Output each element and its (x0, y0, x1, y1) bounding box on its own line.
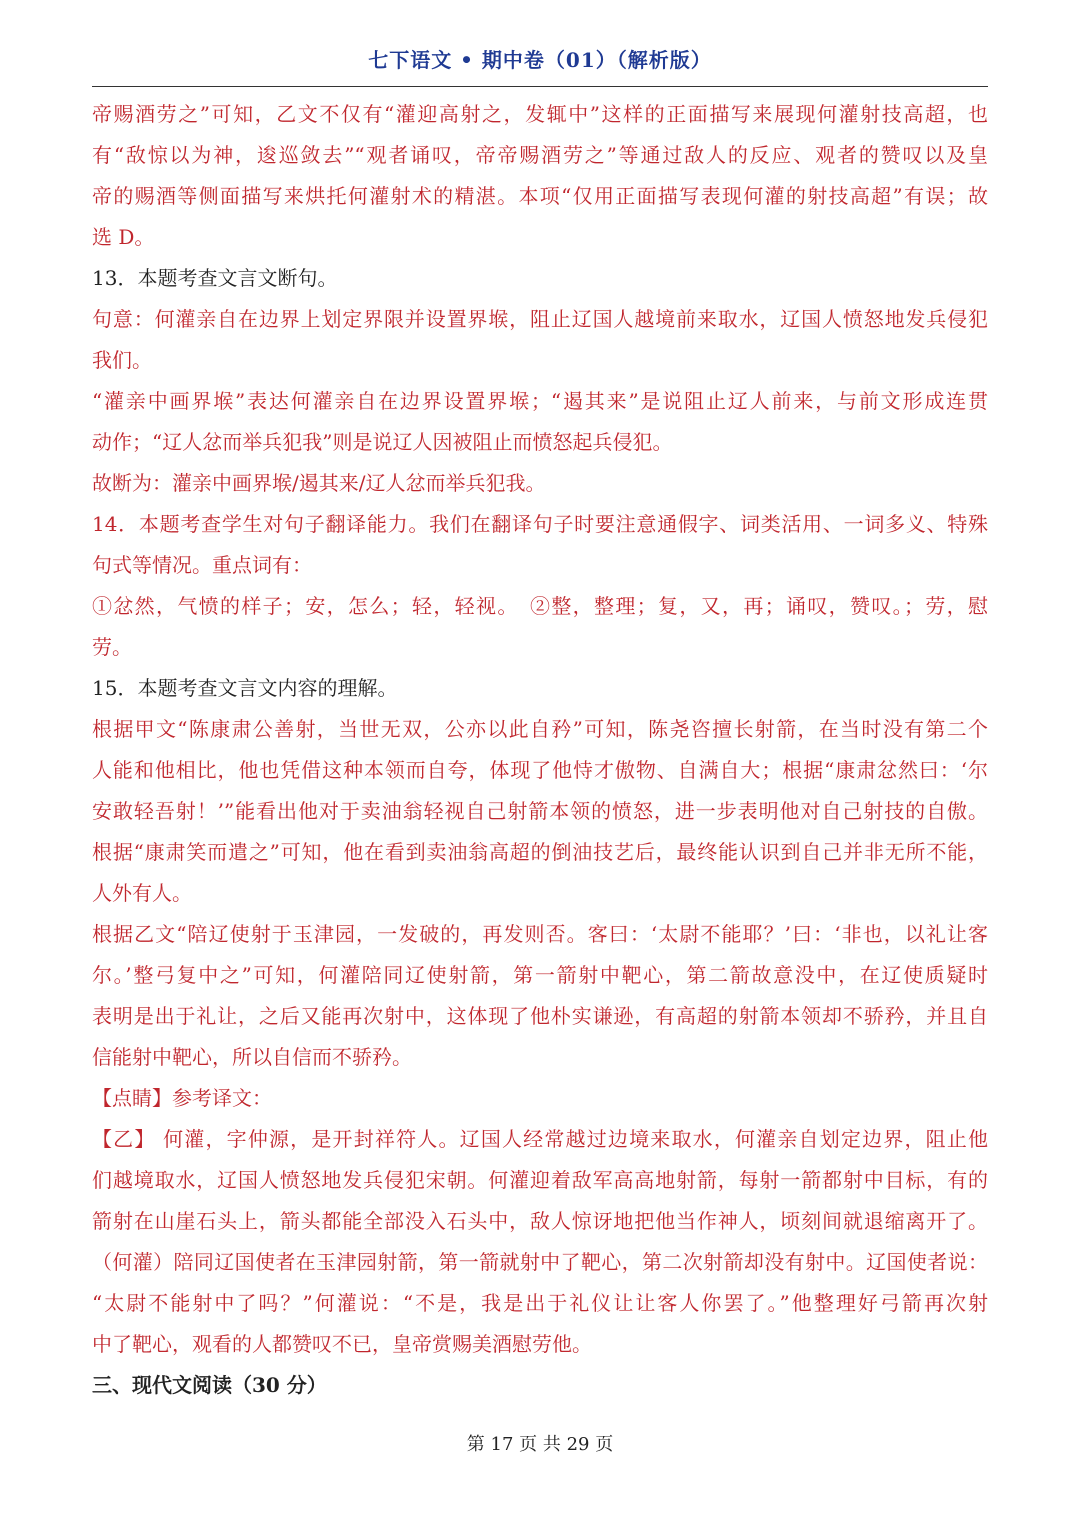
question-heading-15: 15．本题考查文言文内容的理解。 (92, 676, 398, 700)
text-line: 句意：何灌亲自在边界上划定界限并设置界堠，阻止辽国人越境前来取水，辽国人愤怒地发兵侵犯 (92, 307, 988, 331)
text-line: 中了靶心，观看的人都赞叹不已，皇帝赏赐美酒慰劳他。 (92, 1332, 592, 1356)
text-line: 【乙】 何灌，字仲源，是开封祥符人。辽国人经常越过边境来取水，何灌亲自划定边界，阻止他 (92, 1127, 988, 1151)
text-line: 安敢轻吾射！’”能看出他对于卖油翁轻视自己射箭本领的愤怒，进一步表明他对自己射技的自傲。 (92, 799, 988, 823)
text-line: 根据甲文“陈康肃公善射，当世无双，公亦以此自矜”可知，陈尧咨擅长射箭，在当时没有第二个 (92, 717, 988, 741)
dianjing-heading: 【点睛】参考译文： (92, 1086, 272, 1110)
text-line: 尔。’整弓复中之”可知，何灌陪同辽使射箭，第一箭射中靶心，第二箭故意没中，在辽使质疑时 (92, 963, 988, 987)
answer-analysis-body (92, 94, 988, 1406)
text-line: （何灌）陪同辽国使者在玉津园射箭，第一箭就射中了靶心，第二次射箭却没有射中。辽国使者说： (92, 1250, 988, 1274)
page-number: 第 17 页 共 29 页 (466, 1434, 614, 1455)
text-line: 根据“康肃笑而遣之”可知，他在看到卖油翁高超的倒油技艺后，最终能认识到自己并非无所不能， (92, 840, 988, 864)
text-line: 劳。 (92, 635, 132, 659)
text-line: 有“敌惊以为神，逡巡敛去”“观者诵叹，帝帝赐酒劳之”等通过敌人的反应、观者的赞叹以及皇 (92, 143, 988, 167)
text-line: 信能射中靶心，所以自信而不骄矜。 (92, 1045, 412, 1069)
text-line: 帝的赐酒等侧面描写来烘托何灌射术的精湛。本项“仅用正面描写表现何灌的射技高超”有误；故 (92, 184, 988, 208)
text-line: 我们。 (92, 348, 152, 372)
text-line: 选 D。 (92, 225, 155, 249)
question-heading-13: 13．本题考查文言文断句。 (92, 266, 338, 290)
text-line: 人能和他相比，他也凭借这种本领而自夸，体现了他恃才傲物、自满自大；根据“康肃忿然曰：‘尔 (92, 758, 988, 782)
text-line: 人外有人。 (92, 881, 192, 905)
text-line: 故断为：灌亲中画界堠/遏其来/辽人忿而举兵犯我。 (92, 471, 546, 495)
page-header-title: 七下语文 • 期中卷（01）（解析版） (368, 48, 712, 72)
text-line: ①忿然，气愤的样子；安，怎么；轻，轻视。 ②整，整理；复，又，再；诵叹，赞叹。；劳，慰 (92, 594, 988, 618)
text-line: “太尉不能射中了吗？”何灌说：“不是，我是出于礼仪让让客人你罢了。”他整理好弓箭再次射 (92, 1291, 988, 1315)
text-line: 们越境取水，辽国人愤怒地发兵侵犯宋朝。何灌迎着敌军高高地射箭，每射一箭都射中目标，有的 (92, 1168, 988, 1192)
text-line: “灌亲中画界堠”表达何灌亲自在边界设置界堠；“遏其来”是说阻止辽人前来，与前文形成连贯 (92, 389, 988, 413)
question-heading-14: 14．本题考查学生对句子翻译能力。我们在翻译句子时要注意通假字、词类活用、一词多义、特殊 (92, 512, 988, 536)
text-line: 帝赐酒劳之”可知，乙文不仅有“灌迎高射之，发辄中”这样的正面描写来展现何灌射技高超，也 (92, 102, 988, 126)
text-line: 箭射在山崖石头上，箭头都能全部没入石头中，敌人惊讶地把他当作神人，顷刻间就退缩离开了。 (92, 1209, 988, 1233)
text-line: 表明是出于礼让，之后又能再次射中，这体现了他朴实谦逊，有高超的射箭本领却不骄矜，并且自 (92, 1004, 988, 1028)
header-divider (92, 86, 988, 87)
text-line: 动作；“辽人忿而举兵犯我”则是说辽人因被阻止而愤怒起兵侵犯。 (92, 430, 673, 454)
text-line: 句式等情况。重点词有： (92, 553, 312, 577)
text-line: 根据乙文“陪辽使射于玉津园，一发破的，再发则否。客曰：‘太尉不能耶？’曰：‘非也，以礼让客 (92, 922, 988, 946)
section-heading: 三、现代文阅读（30 分） (92, 1373, 327, 1397)
